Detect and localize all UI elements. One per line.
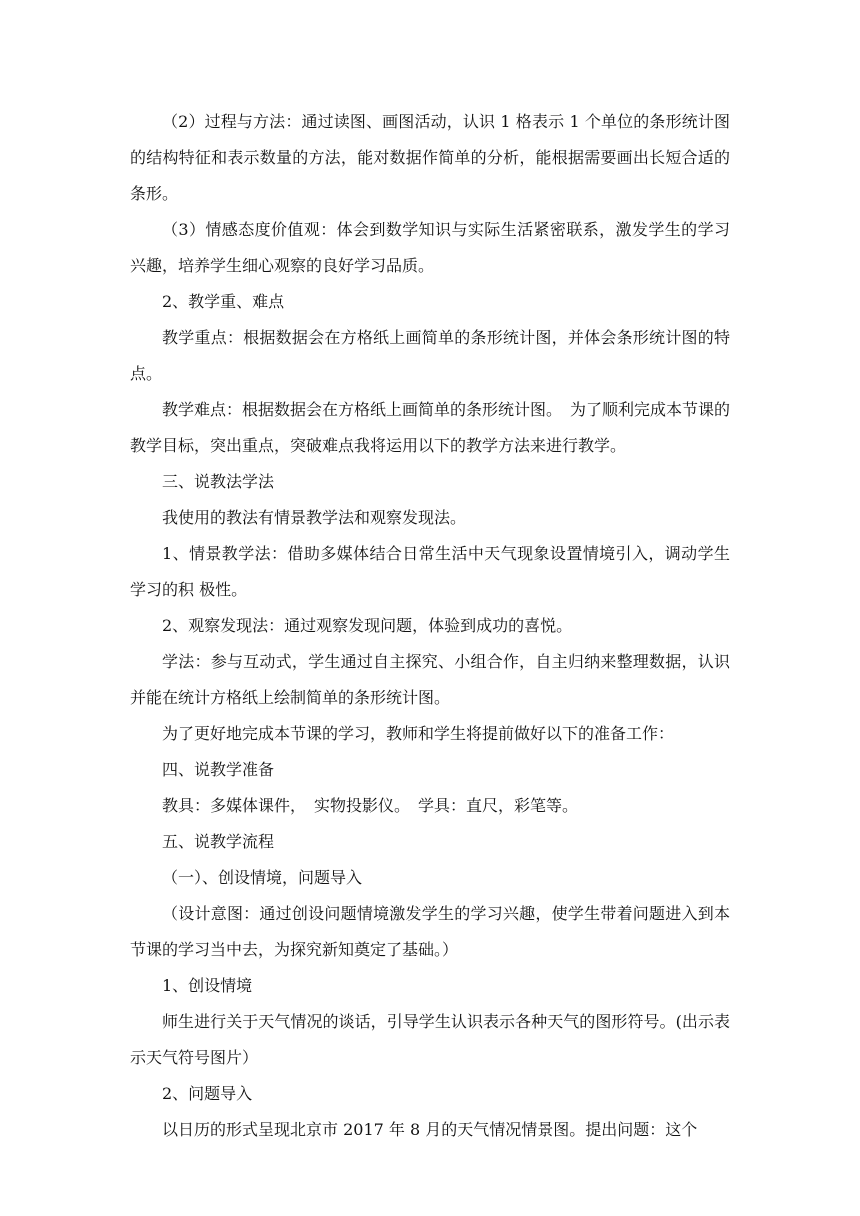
heading-key-difficult-points: 2、教学重、难点 — [162, 292, 285, 311]
heading-scenario-intro: （一）、创设情境，问题导入 — [162, 868, 363, 887]
paragraph-preparation-intro: 为了更好地完成本节课的学习，教师和学生将提前做好以下的准备工作： — [162, 724, 675, 743]
heading-problem-intro: 2、问题导入 — [162, 1084, 253, 1103]
paragraph-teaching-tools: 教具：多媒体课件， 实物投影仪。 学具：直尺，彩笔等。 — [162, 796, 579, 815]
paragraph-methods-intro: 我使用的教法有情景教学法和观察发现法。 — [162, 508, 467, 527]
paragraph-emotional-goals: （3）情感态度价值观：体会到数学知识与实际生活紧密联系，激发学生的学习兴趣，培养学生细心观察的良好学习品质。 — [130, 220, 730, 275]
heading-teaching-methods: 三、说教法学法 — [162, 472, 275, 491]
paragraph-weather-talk: 师生进行关于天气情况的谈话，引导学生认识表示各种天气的图形符号。(出示表示天气符号图片） — [130, 1012, 730, 1067]
paragraph-process-method: （2）过程与方法：通过读图、画图活动，认识 1 格表示 1 个单位的条形统计图的结构特征和表示数量的方法，能对数据作简单的分析，能根据需要画出长短合适的条形。 — [130, 112, 730, 203]
paragraph-key-point: 教学重点：根据数据会在方格纸上画简单的条形统计图，并体会条形统计图的特点。 — [130, 328, 730, 383]
paragraph-learning-method: 学法：参与互动式，学生通过自主探究、小组合作，自主归纳来整理数据，认识并能在统计方格纸上绘制简单的条形统计图。 — [130, 652, 730, 707]
paragraph-design-intent: （设计意图：通过创设问题情境激发学生的学习兴趣，使学生带着问题进入到本节课的学习当中去，为探究新知奠定了基础。） — [130, 904, 730, 959]
heading-teaching-process: 五、说教学流程 — [162, 832, 275, 851]
heading-teaching-preparation: 四、说教学准备 — [162, 760, 275, 779]
paragraph-situational-method: 1、情景教学法：借助多媒体结合日常生活中天气现象设置情境引入，调动学生学习的积 极性。 — [130, 544, 730, 599]
paragraph-observation-method: 2、观察发现法：通过观察发现问题，体验到成功的喜悦。 — [162, 616, 573, 635]
heading-create-scenario: 1、创设情境 — [162, 976, 253, 995]
paragraph-calendar-weather: 以日历的形式呈现北京市 2017 年 8 月的天气情况情景图。提出问题：这个 — [162, 1120, 698, 1139]
paragraph-difficult-point: 教学难点：根据数据会在方格纸上画简单的条形统计图。 为了顺利完成本节课的教学目标，突出重点，突破难点我将运用以下的教学方法来进行教学。 — [130, 400, 731, 455]
document-body — [130, 104, 730, 1148]
